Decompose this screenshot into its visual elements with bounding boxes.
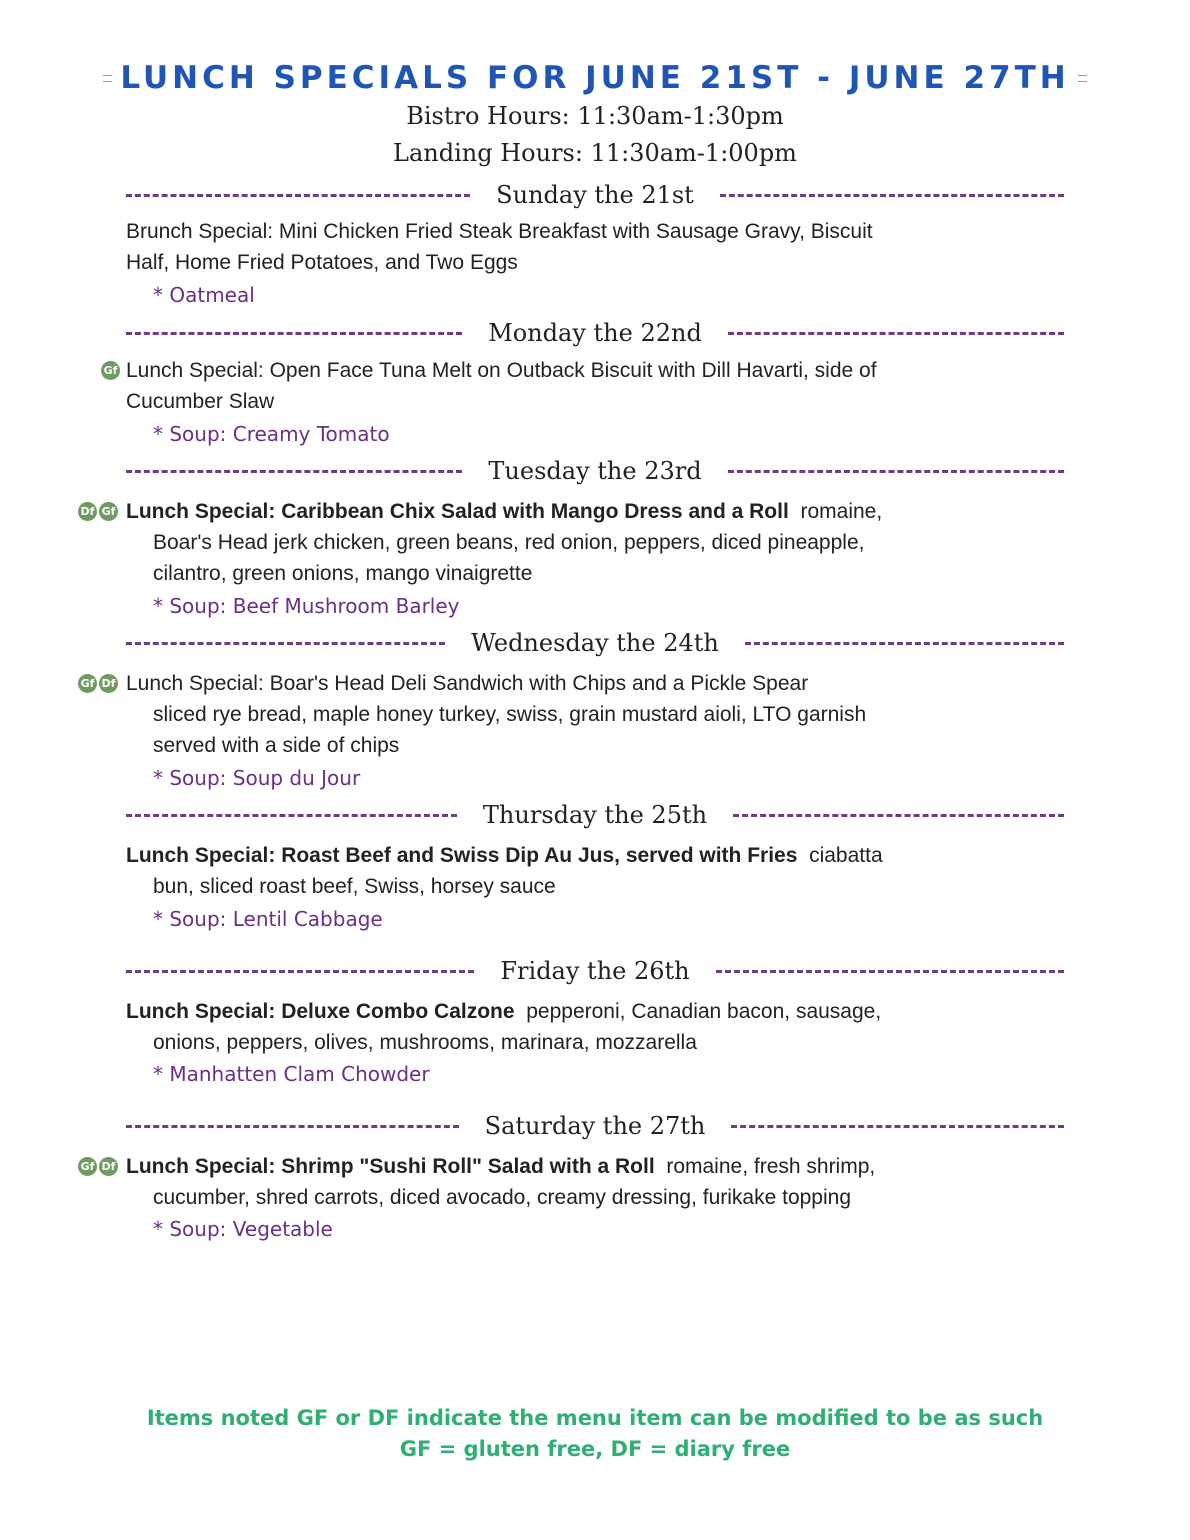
description-line: onions, peppers, olives, mushrooms, marinara, mozzarella	[153, 1031, 697, 1054]
header	[95, 58, 1095, 98]
special-thursday	[126, 840, 1046, 871]
day-divider-monday	[126, 318, 1064, 348]
day-divider-saturday	[126, 1111, 1064, 1141]
day-divider-thursday	[126, 800, 1064, 830]
description-cont	[153, 1027, 1053, 1058]
dairy-free-icon: Df	[99, 674, 118, 693]
day-name: Tuesday the 23rd	[488, 457, 702, 485]
day-divider-sunday	[126, 180, 1064, 210]
soup-sunday: * Oatmeal	[153, 283, 255, 307]
special-line: Cucumber Slaw	[126, 390, 275, 413]
bistro-hours: Bistro Hours: 11:30am-1:30pm	[406, 102, 784, 130]
special-line: Lunch Special: Open Face Tuna Melt on Outback Biscuit with Dill Havarti, side of	[126, 359, 877, 382]
soup-thursday: * Soup: Lentil Cabbage	[153, 907, 383, 931]
description-line: Boar's Head jerk chicken, green beans, red onion, peppers, diced pineapple,	[153, 531, 865, 554]
title-rule-right	[1078, 75, 1087, 82]
landing-hours: Landing Hours: 11:30am-1:00pm	[393, 139, 797, 167]
special-description: pepperoni, Canadian bacon, sausage,	[526, 1000, 882, 1023]
day-name: Friday the 26th	[500, 957, 690, 985]
soup-friday: * Manhatten Clam Chowder	[153, 1062, 430, 1086]
special-monday	[126, 355, 1046, 417]
day-name: Saturday the 27th	[484, 1112, 706, 1140]
gluten-free-icon: Gf	[99, 502, 118, 521]
description-line: cucumber, shred carrots, diced avocado, creamy dressing, furikake topping	[153, 1186, 852, 1209]
description-cont	[153, 871, 1053, 902]
day-name: Monday the 22nd	[488, 319, 702, 347]
dairy-free-icon: Df	[78, 502, 97, 521]
special-description: ciabatta	[809, 844, 883, 867]
description-cont	[153, 1182, 1053, 1213]
soup-tuesday: * Soup: Beef Mushroom Barley	[153, 594, 460, 618]
day-divider-friday	[126, 956, 1064, 986]
dietary-badges	[78, 1157, 118, 1177]
special-description: romaine,	[800, 500, 883, 523]
special-description: romaine, fresh shrimp,	[666, 1155, 876, 1178]
day-divider-tuesday	[126, 456, 1064, 486]
day-name: Wednesday the 24th	[471, 629, 719, 657]
special-title: Lunch Special: Deluxe Combo Calzone	[126, 1000, 515, 1023]
description-line: cilantro, green onions, mango vinaigrette	[153, 562, 533, 585]
dietary-badges	[78, 674, 118, 694]
soup-monday: * Soup: Creamy Tomato	[153, 422, 390, 446]
footer-legend: GF = gluten free, DF = diary free	[399, 1437, 791, 1461]
dietary-badges	[78, 502, 118, 522]
day-divider-wednesday	[126, 628, 1064, 658]
dietary-badges	[101, 361, 120, 381]
special-wednesday: Lunch Special: Boar's Head Deli Sandwich with Chips and a Pickle Spear	[126, 672, 809, 695]
special-line: Brunch Special: Mini Chicken Fried Steak Breakfast with Sausage Gravy, Biscuit	[126, 220, 873, 243]
title-rule-left	[103, 75, 112, 82]
day-name: Thursday the 25th	[482, 801, 708, 829]
special-friday	[126, 996, 1046, 1027]
special-line: Half, Home Fried Potatoes, and Two Eggs	[126, 251, 518, 274]
gluten-free-icon: Gf	[78, 1157, 97, 1176]
special-saturday	[126, 1151, 1046, 1182]
soup-wednesday: * Soup: Soup du Jour	[153, 766, 361, 790]
description-line: bun, sliced roast beef, Swiss, horsey sauce	[153, 875, 556, 898]
description-cont	[153, 527, 1053, 589]
footer-note: Items noted GF or DF indicate the menu item can be modified to be as such	[146, 1406, 1044, 1430]
dairy-free-icon: Df	[99, 1157, 118, 1176]
description-line: sliced rye bread, maple honey turkey, swiss, grain mustard aioli, LTO garnish	[153, 703, 867, 726]
special-title: Lunch Special: Shrimp "Sushi Roll" Salad with a Roll	[126, 1155, 655, 1178]
page-title: LUNCH SPECIALS FOR JUNE 21ST - JUNE 27TH	[120, 60, 1070, 96]
description-line: served with a side of chips	[153, 734, 400, 757]
soup-saturday: * Soup: Vegetable	[153, 1217, 333, 1241]
special-title: Lunch Special: Caribbean Chix Salad with Mango Dress and a Roll	[126, 500, 789, 523]
gluten-free-icon: Gf	[101, 361, 120, 380]
description-cont	[153, 699, 1053, 761]
gluten-free-icon: Gf	[78, 674, 97, 693]
day-name: Sunday the 21st	[496, 181, 694, 209]
special-title: Lunch Special: Roast Beef and Swiss Dip Au Jus, served with Fries	[126, 844, 798, 867]
special-sunday	[126, 216, 1046, 278]
special-tuesday	[126, 496, 1046, 527]
